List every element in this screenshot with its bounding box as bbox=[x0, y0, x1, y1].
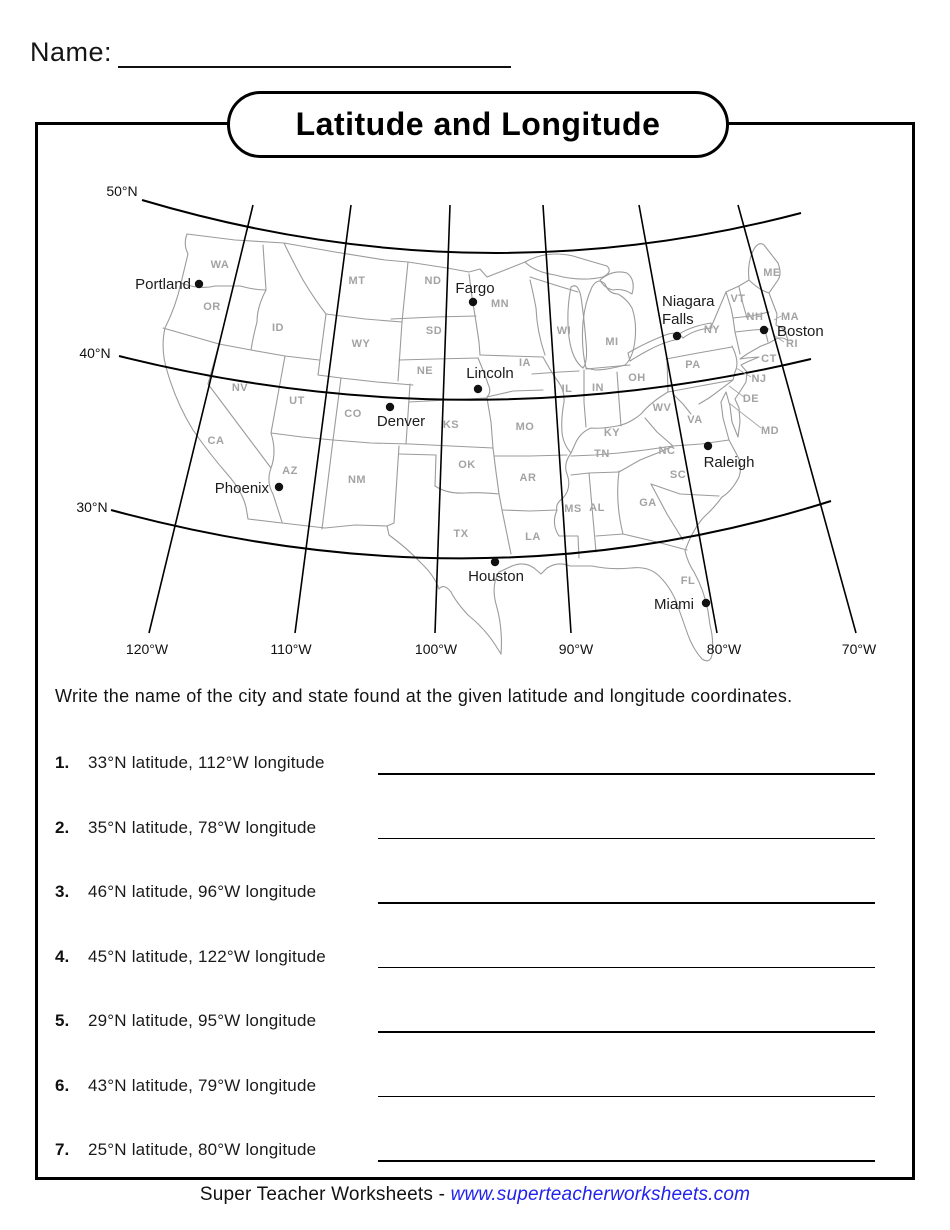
answer-blank-line[interactable] bbox=[378, 1160, 875, 1162]
parallel-line bbox=[119, 356, 811, 400]
question-row-6 bbox=[55, 1075, 875, 1105]
state-label-me: ME bbox=[763, 267, 781, 279]
state-label-sc: SC bbox=[669, 469, 687, 481]
footer bbox=[0, 1184, 950, 1206]
answer-blank-line[interactable] bbox=[378, 1096, 875, 1097]
question-row-1 bbox=[55, 752, 875, 782]
answer-blank-line[interactable] bbox=[378, 967, 875, 968]
state-label-wy: WY bbox=[351, 338, 371, 350]
city-dot bbox=[195, 280, 203, 288]
meridian-line bbox=[639, 205, 717, 633]
state-label-ok: OK bbox=[458, 459, 476, 471]
question-text: 46°N latitude, 96°W longitude bbox=[88, 882, 317, 901]
state-label-oh: OH bbox=[628, 372, 646, 384]
state-label-md: MD bbox=[760, 425, 780, 437]
state-label-tn: TN bbox=[594, 448, 610, 460]
city-label: Falls bbox=[662, 311, 694, 328]
state-label-ri: RI bbox=[786, 338, 798, 350]
state-label-fl: FL bbox=[680, 575, 696, 587]
state-label-co: CO bbox=[344, 408, 362, 420]
question-number: 7. bbox=[55, 1140, 70, 1159]
state-label-ca: CA bbox=[207, 435, 225, 447]
state-label-in: IN bbox=[592, 382, 604, 394]
longitude-label: 90°W bbox=[558, 641, 594, 657]
longitude-label: 120°W bbox=[125, 641, 169, 657]
city-label: Boston bbox=[777, 323, 824, 340]
question-number: 1. bbox=[55, 753, 70, 772]
state-label-ut: UT bbox=[289, 395, 305, 407]
parallel-line bbox=[111, 501, 831, 558]
footer-text: Super Teacher Worksheets - bbox=[199, 1184, 451, 1205]
city-label: Phoenix bbox=[214, 480, 269, 497]
state-label-ne: NE bbox=[416, 365, 434, 377]
state-label-nh: NH bbox=[746, 311, 764, 323]
state-label-ks: KS bbox=[442, 419, 460, 431]
question-row-7 bbox=[55, 1139, 875, 1169]
city-dot bbox=[275, 483, 283, 491]
latitude-label: 50°N bbox=[106, 183, 138, 199]
city-markers bbox=[135, 276, 824, 613]
state-label-nm: NM bbox=[347, 474, 367, 486]
label-leader-line bbox=[774, 316, 781, 320]
city-label: Fargo bbox=[455, 280, 495, 297]
question-row-2 bbox=[55, 817, 875, 847]
state-label-nv: NV bbox=[231, 382, 249, 394]
longitude-label: 110°W bbox=[270, 641, 312, 657]
city-houston bbox=[468, 558, 524, 585]
city-dot bbox=[760, 326, 768, 334]
state-label-az: AZ bbox=[282, 465, 298, 477]
state-label-sd: SD bbox=[425, 325, 443, 337]
answer-blank-line[interactable] bbox=[378, 773, 875, 775]
question-number: 2. bbox=[55, 817, 70, 837]
state-leader-lines bbox=[729, 316, 784, 428]
us-map bbox=[35, 122, 915, 667]
label-leader-line bbox=[729, 403, 761, 428]
state-label-ma: MA bbox=[780, 311, 800, 323]
state-label-mt: MT bbox=[348, 275, 366, 287]
state-label-wv: WV bbox=[652, 402, 672, 414]
question-number: 3. bbox=[55, 882, 70, 901]
latitude-label: 30°N bbox=[76, 499, 108, 515]
city-label: Miami bbox=[654, 596, 694, 613]
state-label-ct: CT bbox=[761, 353, 777, 365]
answer-blank-line[interactable] bbox=[378, 838, 875, 839]
city-dot bbox=[673, 332, 681, 340]
question-number: 5. bbox=[55, 1011, 70, 1030]
state-label-ky: KY bbox=[603, 427, 621, 439]
meridian-line bbox=[149, 205, 253, 633]
state-label-ga: GA bbox=[639, 497, 657, 509]
answer-blank-line[interactable] bbox=[378, 902, 875, 904]
state-label-mo: MO bbox=[515, 421, 535, 433]
name-blank-line[interactable] bbox=[118, 36, 511, 68]
question-text: 33°N latitude, 112°W longitude bbox=[88, 753, 325, 772]
city-dot bbox=[491, 558, 499, 566]
state-label-de: DE bbox=[742, 393, 760, 405]
city-label: Portland bbox=[135, 276, 191, 293]
city-label: Houston bbox=[468, 568, 524, 585]
latitude-label: 40°N bbox=[79, 345, 111, 361]
question-number: 4. bbox=[55, 946, 70, 966]
state-label-mi: MI bbox=[605, 336, 619, 348]
city-denver bbox=[377, 403, 425, 430]
meridian-line bbox=[738, 205, 856, 633]
state-label-wa: WA bbox=[210, 259, 230, 271]
footer-link[interactable]: www.superteacherworksheets.com bbox=[450, 1184, 751, 1205]
question-text: 45°N latitude, 122°W longitude bbox=[88, 946, 326, 966]
city-label: Niagara bbox=[662, 293, 715, 310]
question-number: 6. bbox=[55, 1075, 70, 1095]
instruction-text: Write the name of the city and state found at the given latitude and longitude coordinates. bbox=[55, 686, 793, 706]
state-label-pa: PA bbox=[685, 359, 701, 371]
state-label-or: OR bbox=[203, 301, 221, 313]
state-label-mn: MN bbox=[490, 298, 510, 310]
parallel-line bbox=[142, 200, 801, 253]
city-fargo bbox=[455, 280, 494, 306]
city-boston bbox=[760, 323, 824, 340]
state-label-wi: WI bbox=[556, 325, 572, 337]
question-row-5 bbox=[55, 1010, 875, 1040]
city-label: Lincoln bbox=[466, 365, 514, 382]
city-dot bbox=[702, 599, 710, 607]
state-label-nd: ND bbox=[424, 275, 442, 287]
state-label-al: AL bbox=[589, 502, 605, 514]
city-portland bbox=[135, 276, 203, 293]
city-raleigh bbox=[704, 442, 755, 471]
meridian-line bbox=[295, 205, 351, 633]
name-row bbox=[30, 36, 511, 68]
question-text: 25°N latitude, 80°W longitude bbox=[88, 1140, 317, 1159]
longitude-label: 70°W bbox=[841, 641, 877, 657]
state-label-ms: MS bbox=[564, 503, 582, 515]
city-label: Raleigh bbox=[703, 454, 755, 471]
question-text: 35°N latitude, 78°W longitude bbox=[88, 817, 317, 837]
state-label-la: LA bbox=[525, 531, 541, 543]
state-label-il: IL bbox=[561, 383, 573, 395]
question-row-4 bbox=[55, 946, 875, 976]
lat-long-grid bbox=[76, 183, 877, 657]
answer-blank-line[interactable] bbox=[378, 1031, 875, 1033]
state-label-ar: AR bbox=[519, 472, 537, 484]
city-dot bbox=[704, 442, 712, 450]
question-row-3 bbox=[55, 881, 875, 911]
state-label-nj: NJ bbox=[751, 373, 767, 385]
city-label: Denver bbox=[376, 413, 426, 430]
longitude-label: 100°W bbox=[414, 641, 458, 657]
longitude-label: 80°W bbox=[706, 641, 742, 657]
page-title: Latitude and Longitude bbox=[295, 106, 661, 142]
question-text: 43°N latitude, 79°W longitude bbox=[88, 1075, 317, 1095]
state-label-id: ID bbox=[272, 322, 284, 334]
meridian-line bbox=[543, 205, 571, 633]
state-label-va: VA bbox=[687, 414, 703, 426]
city-dot bbox=[474, 385, 482, 393]
name-label: Name: bbox=[30, 37, 113, 67]
state-label-nc: NC bbox=[658, 445, 676, 457]
state-label-tx: TX bbox=[453, 528, 469, 540]
question-text: 29°N latitude, 95°W longitude bbox=[88, 1011, 317, 1030]
state-label-ny: NY bbox=[703, 324, 721, 336]
city-dot bbox=[386, 403, 394, 411]
city-miami bbox=[654, 596, 710, 613]
state-label-vt: VT bbox=[730, 293, 746, 305]
city-dot bbox=[469, 298, 477, 306]
label-leader-line bbox=[729, 386, 744, 397]
state-label-ia: IA bbox=[519, 357, 531, 369]
